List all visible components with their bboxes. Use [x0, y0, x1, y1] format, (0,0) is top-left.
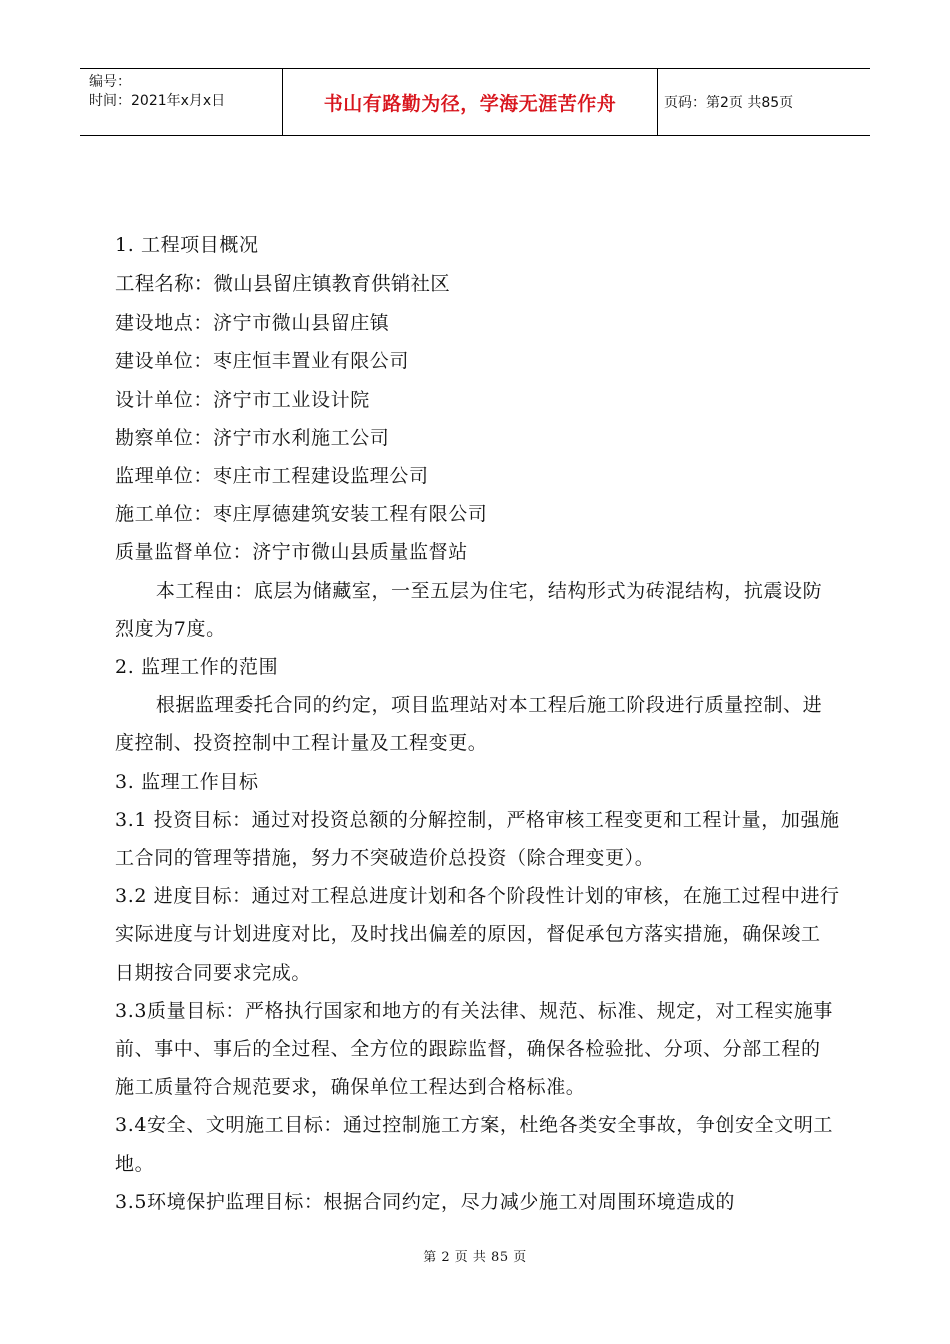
document-code-label: 编号： — [89, 74, 131, 90]
scope-paragraph: 根据监理委托合同的约定，项目监理站对本工程后施工阶段进行质量控制、进度控制、投资控制中工程计量及工程变更。 — [115, 694, 823, 755]
goal-schedule-paragraph: 3.2 进度目标：通过对工程总进度计划和各个阶段性计划的审核，在施工过程中进行实际进度与计划进度对比，及时找出偏差的原因，督促承包方落实措施，确保竣工日期按合同要求完成。 — [115, 885, 840, 984]
project-description-paragraph: 本工程由：底层为储藏室，一至五层为住宅，结构形式为砖混结构，抗震设防烈度为7度。 — [115, 579, 823, 640]
goal-environment-paragraph: 3.5环境保护监理目标：根据合同约定，尽力减少施工对周围环境造成的 — [115, 1190, 736, 1213]
document-time-label: 时间：2021年x月x日 — [89, 93, 226, 109]
section-heading-scope: 2. 监理工作的范围 — [115, 656, 279, 679]
project-name-line: 工程名称：微山县留庄镇教育供销社区 — [115, 272, 450, 296]
supervision-unit-line: 监理单位：枣庄市工程建设监理公司 — [115, 465, 429, 488]
quality-supervision-line: 质量监督单位：济宁市微山县质量监督站 — [115, 541, 468, 564]
header-page-cell — [658, 69, 870, 135]
header-motto: 书山有路勤为径，学海无涯苦作舟 — [323, 92, 617, 115]
page-header — [80, 68, 870, 136]
page-footer: 第 2 页 共 85 页 — [423, 1250, 527, 1265]
goal-investment-paragraph: 3.1 投资目标：通过对投资总额的分解控制，严格审核工程变更和工程计量，加强施工合同的管理等措施，努力不突破造价总投资（除合理变更）。 — [115, 808, 840, 870]
section-heading-overview: 1. 工程项目概况 — [115, 234, 259, 256]
goal-quality-paragraph: 3.3质量目标：严格执行国家和地方的有关法律、规范、标准、规定，对工程实施事前、事中、事后的全过程、全方位的跟踪监督，确保各检验批、分项、分部工程的施工质量符合规范要求，确保单位工程达到合格标准。 — [115, 999, 834, 1099]
contractor-unit-line: 施工单位：枣庄厚德建筑安装工程有限公司 — [115, 503, 488, 526]
construction-unit-line: 建设单位：枣庄恒丰置业有限公司 — [115, 350, 410, 373]
section-heading-goals: 3. 监理工作目标 — [115, 770, 259, 793]
goal-safety-paragraph: 3.4安全、文明施工目标：通过控制施工方案，杜绝各类安全事故，争创安全文明工地。 — [115, 1114, 834, 1175]
header-meta-cell — [80, 69, 283, 135]
header-motto-cell — [283, 69, 658, 135]
design-unit-line: 设计单位：济宁市工业设计院 — [115, 388, 370, 411]
construction-site-line: 建设地点：济宁市微山县留庄镇 — [115, 312, 390, 335]
survey-unit-line: 勘察单位：济宁市水利施工公司 — [115, 426, 390, 449]
document-body — [115, 226, 840, 1221]
header-page-number: 页码：第2页 共85页 — [664, 95, 794, 111]
